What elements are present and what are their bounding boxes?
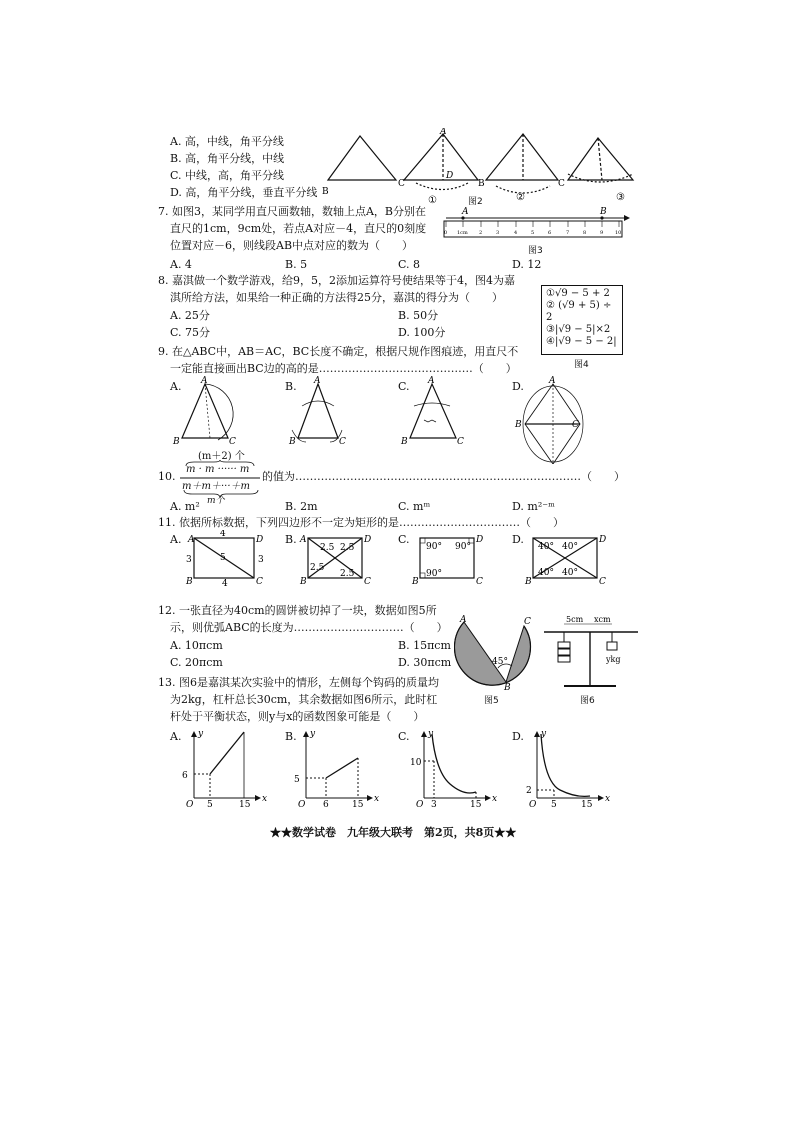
svg-text:D: D: [599, 535, 607, 545]
q9-option-a: A.: [170, 380, 182, 393]
q11-option-b: B.: [285, 533, 297, 546]
q11d-angle: 40°: [538, 542, 554, 552]
q11a-diag: 5: [220, 553, 226, 563]
q8-line-2: 淇所给方法，如果给一种正确的方法得25分，嘉淇的得分为（ ）: [170, 291, 503, 304]
q11d-angle: 40°: [538, 568, 554, 578]
q11a-left: 3: [186, 555, 192, 565]
axis-x-label: x: [605, 794, 611, 804]
q9-option-b: B.: [285, 380, 297, 393]
ruler-num: 10: [615, 230, 622, 236]
ruler-num: 4: [514, 230, 518, 236]
origin-label: O: [416, 800, 424, 808]
q6-option-a: A. 高，中线，角平分线: [170, 135, 284, 148]
ruler-num: 7: [566, 230, 570, 236]
graph-c-xval: 3: [431, 800, 437, 808]
svg-text:C: C: [229, 437, 236, 447]
q6-option-b: B. 高，角平分线，中线: [170, 152, 285, 165]
q12-option-c: C. 20πcm: [170, 656, 223, 669]
q8-option-a: A. 25分: [170, 309, 210, 322]
graph-c-yval: 10: [410, 758, 422, 768]
q13-option-c: C.: [398, 730, 410, 743]
origin-label: O: [529, 800, 537, 808]
graph-b-xend: 15: [352, 800, 364, 808]
graph-d-xend: 15: [581, 800, 593, 808]
graph-d-xval: 5: [551, 800, 557, 808]
q11-figures: [180, 530, 610, 586]
axis-x-label: x: [262, 794, 268, 804]
svg-text:C: C: [524, 617, 531, 627]
graph-a-yval: 6: [182, 771, 188, 781]
q10-option-a: A. m²: [170, 500, 200, 513]
fig2-label-D2: D: [446, 171, 454, 181]
q11c-angle: 90°: [455, 542, 471, 552]
ruler-num: 9: [600, 230, 604, 236]
fig2-label-C3: C: [558, 179, 565, 189]
ruler-point-b: B: [600, 207, 607, 217]
q13-line-3: 杆处于平衡状态，则y与x的函数图象可能是（ ）: [170, 710, 425, 723]
svg-text:D: D: [364, 535, 372, 545]
axis-y-label: y: [428, 729, 434, 739]
graph-d-yval: 2: [526, 786, 532, 796]
figure-4-box: [541, 285, 623, 355]
q11a-right: 3: [258, 555, 264, 565]
fig2-label-A2: A: [440, 128, 447, 137]
svg-text:A: A: [201, 376, 208, 386]
fig2-label-B1: B: [322, 187, 329, 197]
q13-line-1: 13. 图6是嘉淇某次实验中的情形，左侧每个钩码的质量均: [158, 676, 439, 689]
q7-option-d: D. 12: [512, 258, 542, 271]
svg-text:C: C: [572, 420, 579, 430]
ruler-num: 0: [444, 230, 448, 236]
axis-y-label: y: [310, 729, 316, 739]
q11d-angle: 40°: [562, 542, 578, 552]
fig6-ykg: ykg: [606, 655, 621, 664]
fig6-5cm: 5cm: [566, 615, 584, 624]
svg-text:B: B: [173, 437, 180, 447]
svg-text:B: B: [525, 577, 532, 586]
q11a-top: 4: [220, 530, 226, 539]
figure-3-ruler: [438, 206, 630, 242]
fig4-line-2: ② (√9 + 5) ÷ 2: [546, 300, 612, 323]
fig2-circle-1: ①: [428, 195, 437, 206]
figure-6-label: 图6: [580, 696, 595, 706]
q10-option-d: D. m²⁻ᵐ: [512, 500, 555, 513]
q8-option-b: B. 50分: [398, 309, 439, 322]
figure-3-label: 图3: [528, 246, 543, 256]
ruler-num: 6: [548, 230, 552, 236]
svg-text:B: B: [504, 683, 511, 692]
q12-option-d: D. 30πcm: [398, 656, 452, 669]
axis-y-label: y: [198, 729, 204, 739]
ruler-num: 1cm: [457, 230, 468, 236]
axis-y-label: y: [541, 729, 547, 739]
svg-text:A: A: [188, 535, 195, 545]
q10-bottom-brace-label: m个: [207, 496, 225, 506]
graph-a-xend: 15: [239, 800, 251, 808]
svg-text:B: B: [186, 577, 193, 586]
figure-6-lever: [540, 612, 642, 692]
q9-line-1: 9. 在△ABC中，AB＝AC，BC长度不确定，根据尺规作图痕迹，用直尺不: [158, 345, 519, 358]
q10-tail: 的值为……………………………………………………………………（ ）: [262, 470, 625, 483]
svg-text:D: D: [476, 535, 484, 545]
q7-line-1: 7. 如图3，某同学用直尺画数轴，数轴上点A，B分别在: [158, 205, 427, 218]
fig4-line-1: ①√9 − 5 + 2: [546, 288, 610, 299]
q11c-angle: 90°: [426, 542, 442, 552]
svg-text:B: B: [412, 577, 419, 586]
svg-text:B: B: [289, 437, 296, 447]
q7-option-a: A. 4: [170, 258, 192, 271]
fig2-label-C1: C: [398, 179, 405, 189]
q11-line: 11. 依据所标数据，下列四边形不一定为矩形的是……………………………（ ）: [158, 516, 564, 529]
q11b-val: 2.5: [340, 543, 355, 553]
svg-text:B: B: [515, 420, 522, 430]
fig4-line-4: ④|√9 − 5 − 2|: [546, 336, 617, 347]
svg-text:A: A: [314, 376, 321, 386]
graph-a-xval: 5: [207, 800, 213, 808]
svg-text:A: A: [428, 376, 435, 386]
origin-label: O: [186, 800, 194, 808]
origin-label: O: [298, 800, 306, 808]
q10-option-b: B. 2m: [285, 500, 318, 513]
svg-text:C: C: [599, 577, 606, 586]
q10-denominator: m＋m＋···＋m: [182, 481, 250, 492]
q12-option-a: A. 10πcm: [170, 639, 223, 652]
q11b-val: 2.5: [320, 543, 335, 553]
q11-option-c: C.: [398, 533, 410, 546]
fig2-label-B3: B: [478, 179, 485, 189]
svg-text:B: B: [401, 437, 408, 447]
q11b-val: 2.5: [340, 569, 355, 579]
q7-line-2: 直尺的1cm，9cm处，若点A对应－4，直尺的0刻度: [170, 222, 427, 235]
fig4-line-3: ③|√9 − 5|×2: [546, 324, 611, 335]
svg-text:B: B: [300, 577, 307, 586]
ruler-num: 8: [583, 230, 587, 236]
q6-option-d: D. 高，角平分线，垂直平分线: [170, 186, 318, 199]
q10-number: 10.: [158, 470, 176, 483]
svg-text:A: A: [549, 376, 556, 386]
svg-text:C: C: [457, 437, 464, 447]
q13-line-2: 为2kg，杠杆总长30cm，其余数据如图6所示，此时杠: [170, 693, 438, 706]
q8-option-d: D. 100分: [398, 326, 446, 339]
graph-b-xval: 6: [323, 800, 329, 808]
q10-numerator: m · m ······ m: [186, 464, 250, 475]
svg-text:C: C: [339, 437, 346, 447]
q7-option-c: C. 8: [398, 258, 421, 271]
figure-5-label: 图5: [484, 696, 499, 706]
q13-option-a: A.: [170, 730, 182, 743]
svg-text:D: D: [256, 535, 264, 545]
q9-option-d: D.: [512, 380, 524, 393]
q9-line-2: 一定能直接画出BC边的高的是……………………………………（ ）: [170, 362, 517, 375]
q6-option-c: C. 中线，高，角平分线: [170, 169, 285, 182]
graph-b-yval: 5: [294, 775, 300, 785]
q10-option-c: C. mᵐ: [398, 500, 431, 513]
q11c-angle: 90°: [426, 569, 442, 579]
figure-4-label: 图4: [574, 360, 589, 370]
axis-x-label: x: [492, 794, 498, 804]
q11d-angle: 40°: [562, 568, 578, 578]
ruler-num: 2: [479, 230, 483, 236]
fig2-circle-2: ②: [516, 192, 525, 203]
q11b-val: 2.5: [310, 563, 325, 573]
q7-option-b: B. 5: [285, 258, 308, 271]
svg-text:A: A: [300, 535, 307, 545]
fig6-xcm: xcm: [594, 615, 611, 624]
q11-option-a: A.: [170, 533, 182, 546]
axis-x-label: x: [374, 794, 380, 804]
figure-2-label: 图2: [468, 197, 483, 207]
svg-text:A: A: [460, 615, 467, 625]
q12-option-b: B. 15πcm: [398, 639, 451, 652]
figure-5-cut-disc: [454, 612, 538, 692]
q13-graphs: [180, 728, 620, 808]
svg-text:C: C: [364, 577, 371, 586]
q7-line-3: 位置对应－6，则线段AB中点对应的数为（ ）: [170, 239, 414, 252]
svg-text:C: C: [476, 577, 483, 586]
ruler-point-a: A: [462, 207, 469, 217]
svg-text:C: C: [256, 577, 263, 586]
q11a-bottom: 4: [222, 579, 228, 586]
fig2-circle-3: ③: [616, 192, 625, 203]
q9-option-c: C.: [398, 380, 410, 393]
fig5-angle: 45°: [492, 657, 508, 667]
page-footer: ★★数学试卷 九年级大联考 第2页，共8页★★: [270, 826, 517, 839]
q13-option-b: B.: [285, 730, 297, 743]
q8-line-1: 8. 嘉淇做一个数学游戏，给9，5，2添加运算符号使结果等于4，图4为嘉: [158, 274, 515, 287]
q13-option-d: D.: [512, 730, 524, 743]
q8-option-c: C. 75分: [170, 326, 211, 339]
q12-line-2: 示，则优弧ABC的长度为…………………………（ ）: [170, 621, 448, 634]
q11-option-d: D.: [512, 533, 524, 546]
graph-c-xend: 15: [470, 800, 482, 808]
q12-line-1: 12. 一张直径为40cm的圆饼被切掉了一块，数据如图5所: [158, 604, 437, 617]
q10-top-brace-label: (m＋2) 个: [198, 451, 245, 462]
ruler-num: 3: [496, 230, 500, 236]
ruler-num: 5: [531, 230, 535, 236]
